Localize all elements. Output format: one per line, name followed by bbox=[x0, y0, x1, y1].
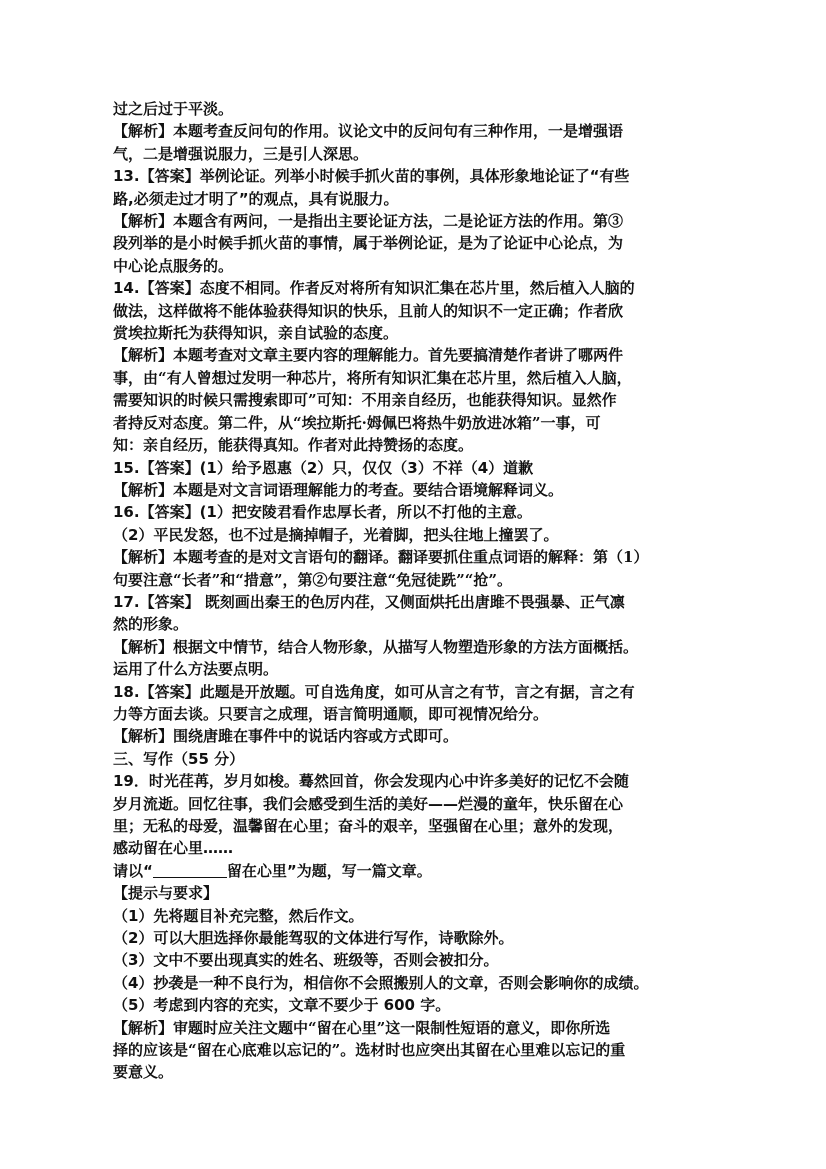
analysis-line: 择的应该是“留在心底难以忘记的”。选材时也应突出其留在心里难以忘记的重 bbox=[113, 1041, 626, 1060]
analysis-line: 中心论点服务的。 bbox=[113, 256, 234, 275]
text-line: 赏埃拉斯托为获得知识，亲自试验的态度。 bbox=[113, 324, 399, 343]
essay-title-prompt bbox=[113, 860, 713, 882]
question-19: 19．时光荏苒，岁月如梭。蓦然回首，你会发现内心中许多美好的记忆不会随 bbox=[113, 772, 629, 791]
answer-17: 17.【答案】 既刻画出秦王的色厉内荏，又侧面烘托出唐雎不畏强暴、正气凛 bbox=[113, 592, 625, 611]
analysis-line: 【解析】本题含有两问，一是指出主要论证方法，二是论证方法的作用。第③ bbox=[113, 212, 624, 231]
requirement-item: （3）文中不要出现真实的姓名、班级等，否则会被扣分。 bbox=[113, 951, 499, 970]
prompt-suffix: 留在心里”为题，写一篇文章。 bbox=[226, 861, 432, 880]
analysis-line: 【解析】根据文中情节，结合人物形象，从描写人物塑造形象的方法方面概括。 bbox=[113, 637, 639, 656]
analysis-line: 事，由“有人曾想过发明一种芯片，将所有知识汇集在芯片里，然后植入人脑， bbox=[113, 368, 632, 387]
analysis-line: 气，二是增强说服力，三是引人深思。 bbox=[113, 144, 369, 163]
section-heading: 三、写作（55 分） bbox=[113, 749, 245, 768]
text-line: 岁月流逝。回忆往事，我们会感受到生活的美好——烂漫的童年，快乐留在心 bbox=[113, 794, 624, 813]
answer-14: 14.【答案】态度不相同。作者反对将所有知识汇集在芯片里，然后植入人脑的 bbox=[113, 279, 635, 298]
requirements-heading: 【提示与要求】 bbox=[113, 884, 219, 903]
analysis-line: 知：亲自经历，能获得真知。作者对此持赞扬的态度。 bbox=[113, 436, 474, 455]
answer-16: 16.【答案】(1）把安陵君看作忠厚长者，所以不打他的主意。 bbox=[113, 503, 532, 522]
text-line: 感动留在心里…… bbox=[113, 839, 234, 858]
text-line: 力等方面去谈。只要言之成理，语言简明通顺，即可视情况给分。 bbox=[113, 704, 549, 723]
analysis-line: 运用了什么方法要点明。 bbox=[113, 660, 279, 679]
document-body bbox=[113, 98, 713, 1084]
requirement-item: （1）先将题目补充完整，然后作文。 bbox=[113, 906, 364, 925]
answer-18: 18.【答案】此题是开放题。可自选角度，如可从言之有节，言之有据，言之有 bbox=[113, 682, 635, 701]
analysis-line: 【解析】本题是对文言词语理解能力的考查。要结合语境解释词义。 bbox=[113, 480, 564, 499]
text-line: （2）平民发怒，也不过是摘掉帽子，光着脚，把头往地上撞罢了。 bbox=[113, 525, 559, 544]
answer-13: 13.【答案】举例论证。列举小时候手抓火苗的事例，具体形象地论证了“有些 bbox=[113, 167, 630, 186]
requirement-item: （4）抄袭是一种不良行为，相信你不会照搬别人的文章，否则会影响你的成绩。 bbox=[113, 973, 649, 992]
analysis-line: 句要注意“长者”和“措意”，第②句要注意“免冠徒跣”“抢”。 bbox=[113, 570, 513, 589]
analysis-line: 【解析】审题时应关注文题中“留在心里”这一限制性短语的意义，即你所选 bbox=[113, 1018, 611, 1037]
text-line: 路,必须走过才明了”的观点，具有说服力。 bbox=[113, 189, 399, 208]
text-line: 然的形象。 bbox=[113, 615, 189, 634]
analysis-line: 需要知识的时候只需搜索即可”可知：不用亲自经历，也能获得知识。显然作 bbox=[113, 391, 617, 410]
answer-15: 15.【答案】(1）给予恩惠（2）只，仅仅（3）不祥（4）道歉 bbox=[113, 458, 534, 477]
requirement-item: （5）考虑到内容的充实，文章不要少于 600 字。 bbox=[113, 996, 451, 1015]
analysis-line: 【解析】本题考查对文章主要内容的理解能力。首先要搞清楚作者讲了哪两件 bbox=[113, 346, 624, 365]
analysis-line: 【解析】围绕唐雎在事件中的说话内容或方式即可。 bbox=[113, 727, 459, 746]
text-line: 里；无私的母爱，温馨留在心里；奋斗的艰辛，坚强留在心里；意外的发现， bbox=[113, 817, 624, 835]
title-blank bbox=[153, 863, 227, 878]
analysis-line: 段列举的是小时候手抓火苗的事情，属于举例论证，是为了论证中心论点，为 bbox=[113, 234, 624, 253]
prompt-prefix: 请以“ bbox=[113, 861, 153, 880]
text-line: 做法，这样做将不能体验获得知识的快乐，且前人的知识不一定正确；作者欣 bbox=[113, 301, 624, 320]
analysis-line: 要意义。 bbox=[113, 1063, 174, 1082]
text-line: 过之后过于平淡。 bbox=[113, 100, 234, 118]
requirement-item: （2）可以大胆选择你最能驾驭的文体进行写作，诗歌除外。 bbox=[113, 929, 514, 948]
analysis-line: 者持反对态度。第二件，从“埃拉斯托·姆佩巴将热牛奶放进冰箱”一事，可 bbox=[113, 413, 601, 432]
analysis-line: 【解析】本题考查的是对文言语句的翻译。翻译要抓住重点词语的解释：第（1） bbox=[113, 548, 649, 567]
analysis-line: 【解析】本题考查反问句的作用。议论文中的反问句有三种作用，一是增强语 bbox=[113, 122, 624, 141]
